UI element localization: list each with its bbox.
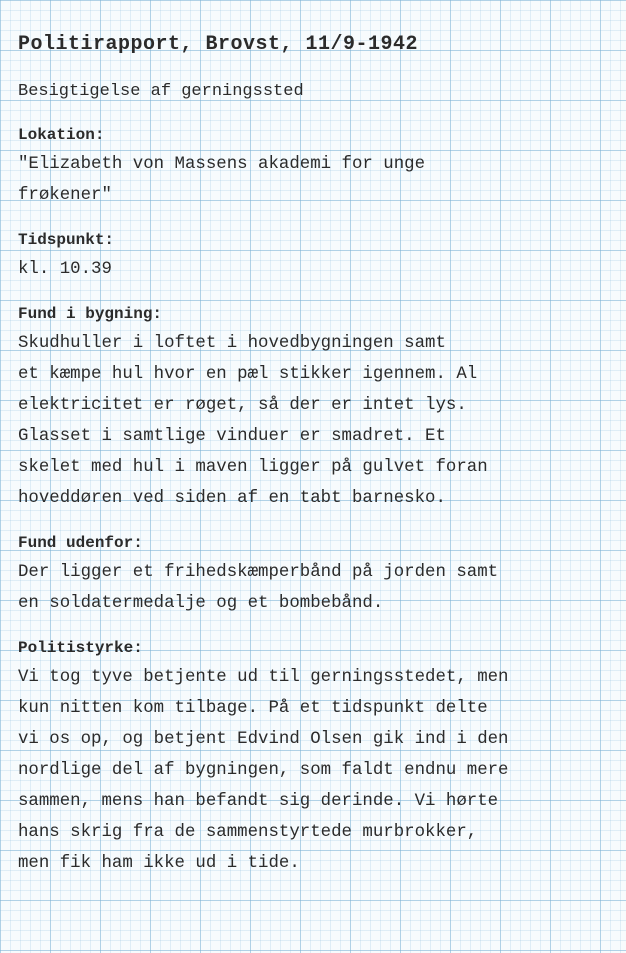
section-location [18, 121, 618, 211]
report-page [18, 28, 618, 894]
section-inside [18, 300, 618, 514]
section-label: Lokation: [18, 126, 105, 144]
section-force [18, 634, 618, 879]
text-line: frøkener" [18, 186, 112, 205]
section-text [18, 254, 618, 285]
section-text [18, 662, 618, 879]
text-line: et kæmpe hul hvor en pæl stikker igennem. Al [18, 365, 478, 384]
section-time [18, 226, 618, 285]
section-outside [18, 529, 618, 619]
text-line: Skudhuller i loftet i hovedbygningen samt [18, 334, 446, 353]
text-line: "Elizabeth von Massens akademi for unge [18, 155, 426, 174]
text-line: skelet med hul i maven ligger på gulvet foran [18, 458, 488, 477]
text-line: hans skrig fra de sammenstyrtede murbrokker, [18, 823, 478, 842]
text-line: kun nitten kom tilbage. På et tidspunkt delte [18, 699, 488, 718]
section-text [18, 557, 618, 619]
section-label: Fund i bygning: [18, 305, 163, 323]
text-line: vi os op, og betjent Edvind Olsen gik ind i den [18, 730, 509, 749]
text-line: nordlige del af bygningen, som faldt endnu mere [18, 761, 509, 780]
section-label: Fund udenfor: [18, 534, 143, 552]
text-line: en soldatermedalje og et bombebånd. [18, 594, 384, 613]
section-label: Politistyrke: [18, 639, 143, 657]
text-line: Der ligger et frihedskæmperbånd på jorden samt [18, 563, 499, 582]
text-line: sammen, mens han befandt sig derinde. Vi hørte [18, 792, 499, 811]
report-title: Politirapport, Brovst, 11/9-1942 [18, 33, 419, 56]
section-label: Tidspunkt: [18, 231, 115, 249]
text-line: Glasset i samtlige vinduer er smadret. Et [18, 427, 446, 446]
text-line: elektricitet er røget, så der er intet lys. [18, 396, 467, 415]
section-text [18, 328, 618, 514]
report-subtitle: Besigtigelse af gerningssted [18, 82, 304, 101]
text-line: hoveddøren ved siden af en tabt barnesko. [18, 489, 446, 508]
text-line: kl. 10.39 [18, 260, 112, 279]
section-text [18, 149, 618, 211]
text-line: men fik ham ikke ud i tide. [18, 854, 300, 873]
text-line: Vi tog tyve betjente ud til gerningsstedet, men [18, 668, 509, 687]
